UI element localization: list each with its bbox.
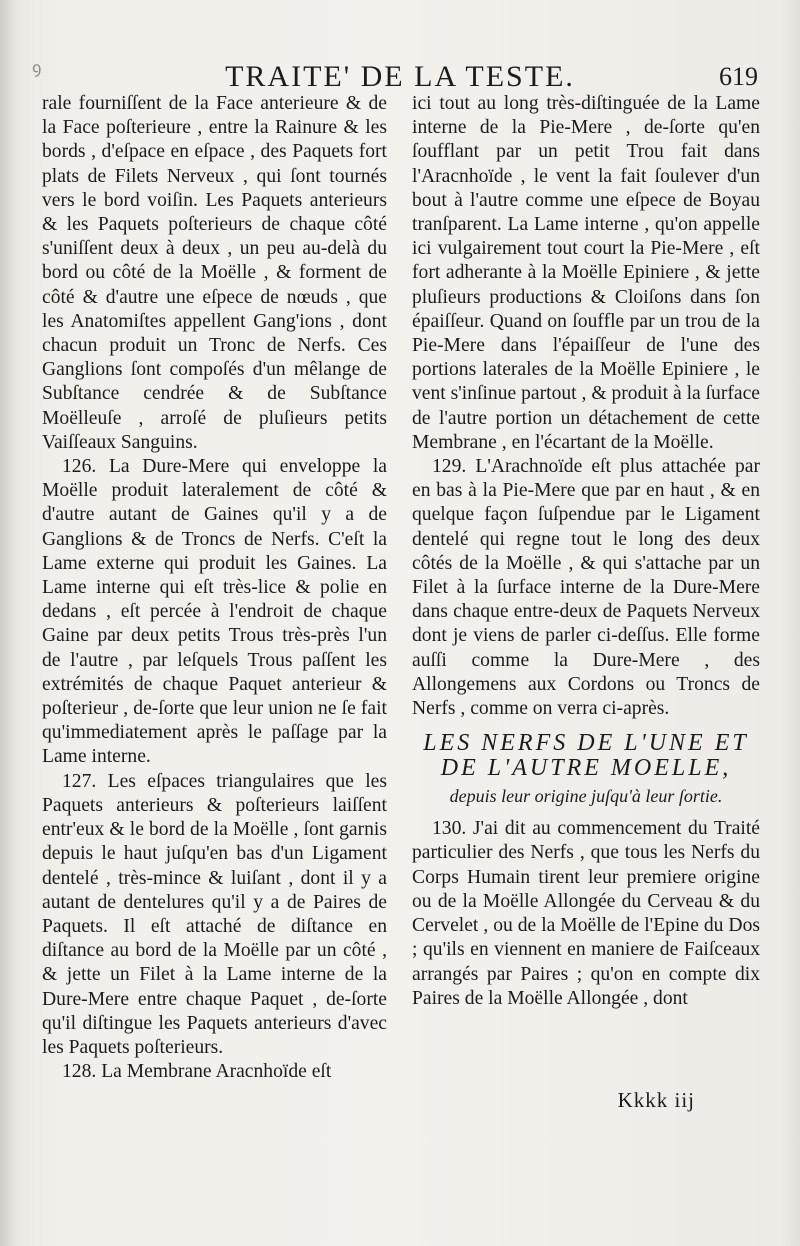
- paragraph-130: 130. J'ai dit au commencement du Traité particulier des Nerfs , que tous les Nerfs du Corps Humain tirent leur premiere origine ou de la Moëlle Allongée du Cerveau & du Cervelet , ou de la Moëlle de l'Epine du Dos ; qu'ils en viennent en maniere de Faiſceaux arrangés par Paires ; qu'on en compte dix Paires de la Moëlle Allongée , dont: [412, 818, 760, 1009]
- paragraph-127: 127. Les eſpaces triangulaires que les Paquets anterieurs & poſterieurs laiſſent entr'eux & le bord de la Moëlle , ſont garnis depuis le haut juſqu'en bas d'un Ligament dentelé , très-mince & luiſant , dont il y a autant de dentelures qu'il y a de Paires de Paquets. Il eſt attaché de diſtance en diſtance au bord de la Moëlle par un côté , & jette un Filet à la Lame interne de la Dure-Mere entre chaque Paquet , de-ſorte qu'il diſtingue les Paquets anterieurs d'avec les Paquets poſterieurs.: [42, 770, 387, 1058]
- section-heading: LES NERFS DE L'UNE ET DE L'AUTRE MOELLE,: [423, 730, 749, 782]
- right-column: [412, 92, 760, 1011]
- signature-mark: Kkkk iij: [617, 1088, 695, 1112]
- section-subheading: depuis leur origine juſqu'à leur ſortie.: [449, 786, 723, 807]
- running-title: TRAITE' DE LA TESTE.: [225, 60, 575, 93]
- paragraph-128-continued: ici tout au long très-diſtinguée de la Lame interne de la Pie-Mere , de-ſorte qu'en ſoufflant par un petit Trou fait dans l'Aracnhoïde , le vent la fait ſoulever d'un bout à l'autre comme une eſpece de Boyau tranſparent. La Lame interne , qu'on appelle ici vulgairement tout court la Pie-Mere , eſt fort adherante à la Moëlle Epiniere , & jette pluſieurs productions & Cloiſons dans ſon épaiſſeur. Quand on ſouffle par un trou de la Pie-Mere dans l'épaiſſeur de l'une des portions laterales de la Moëlle Epiniere , le vent s'inſinue partout , & produit à la ſurface de l'autre portion un détachement de cette Membrane , en l'écartant de la Moëlle.: [412, 93, 760, 453]
- page-number: 619: [719, 62, 758, 91]
- margin-mark: ꝯ: [32, 58, 42, 77]
- paragraph-126: 126. La Dure-Mere qui enveloppe la Moëlle produit lateralement de côté & d'autre autant de Gaines qu'il y a de Ganglions & de Troncs de Nerfs. C'eſt la Lame externe qui produit les Gaines. La Lame interne qui eſt très-lice & polie en dedans , eſt percée à l'endroit de chaque Gaine par deux petits Trous très-près l'un de l'autre , par leſquels Trous paſſent les extrémités de chaque Paquet anterieur & poſterieur , de-ſorte que leur union ne ſe fait qu'immediatement après le paſſage par la Lame interne.: [42, 456, 387, 768]
- left-column: [42, 92, 387, 1084]
- paragraph-129: 129. L'Arachnoïde eſt plus attachée par en bas à la Pie-Mere que par en haut , & en quelque façon ſuſpendue par le Ligament dentelé qui regne tout le long des deux côtés de la Moëlle , & qui s'attache par un Filet à la ſurface interne de la Dure-Mere dans chaque entre-deux de Paquets Nerveux dont je viens de parler ci-deſſus. Elle forme auſſi comme la Dure-Mere , des Allongemens aux Cordons ou Troncs de Nerfs , comme on verra ci-après.: [412, 456, 760, 720]
- paragraph-128-start: 128. La Membrane Aracnhoïde eſt: [62, 1061, 332, 1083]
- paragraph-continuation: rale fourniſſent de la Face anterieure & de la Face poſterieure , entre la Rainure & les bords , d'eſpace en eſpace , des Paquets fort plats de Filets Nerveux , qui ſont tournés vers le bord voiſin. Les Paquets anterieurs & les Paquets poſterieurs de chaque côté s'uniſſent deux à deux , un peu au-delà du bord ou côté de la Moëlle , & forment de côté & d'autre une eſpece de nœuds , que les Anatomiſtes appellent Gang'ions , dont chacun produit un Tronc de Nerfs. Ces Ganglions ſont compoſés d'un mêlange de Subſtance cendrée & de Subſtance Moëlleuſe , arroſé de pluſieurs petits Vaiſſeaux Sanguins.: [42, 93, 387, 453]
